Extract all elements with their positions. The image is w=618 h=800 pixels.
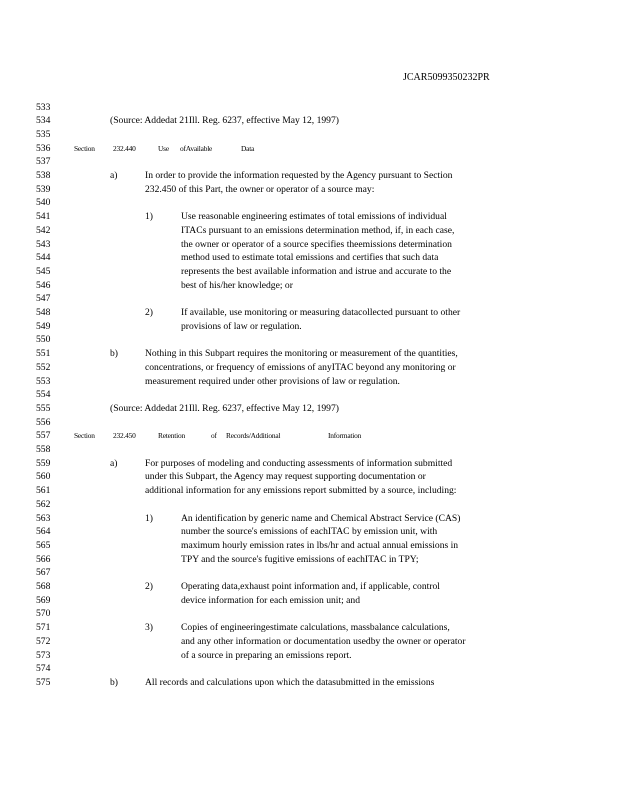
document-line (0, 607, 618, 621)
document-line (0, 155, 618, 169)
line-text: In order to provide the information requested by the Agency pursuant to Section (145, 170, 453, 181)
line-number: 570 (36, 608, 51, 620)
line-text: 232.450 of this Part, the owner or operator of a source may: (145, 183, 375, 195)
line-text: b) (110, 348, 118, 360)
document-line (0, 512, 618, 526)
line-number: 573 (36, 649, 51, 661)
document-line (0, 128, 618, 142)
section-heading-text: Records/Additional (226, 431, 281, 441)
line-number: 564 (36, 526, 51, 538)
line-text: All records and calculations upon which the datasubmitted in the emissions (145, 676, 435, 688)
document-line (0, 649, 618, 663)
line-number: 545 (36, 265, 51, 277)
line-text: a) (110, 457, 118, 469)
line-number: 535 (36, 128, 51, 140)
line-number: 554 (36, 389, 51, 401)
line-number: 547 (36, 293, 51, 305)
line-number: 563 (36, 512, 51, 524)
document-line (0, 402, 618, 416)
line-number: 566 (36, 553, 51, 565)
document-line (0, 525, 618, 539)
line-number: 549 (36, 320, 51, 332)
document-line (0, 662, 618, 676)
line-text: best of his/her knowledge; or (181, 279, 293, 291)
line-number: 551 (36, 348, 51, 360)
section-heading-text: of (211, 431, 217, 441)
line-number: 574 (36, 663, 51, 675)
document-line (0, 210, 618, 224)
section-heading-text: Data (241, 143, 255, 153)
document-line (0, 375, 618, 389)
document-line (0, 553, 618, 567)
line-text: For purposes of modeling and conducting assessments of information submitted (145, 457, 453, 469)
line-number: 555 (36, 402, 51, 414)
document-line (0, 388, 618, 402)
document-line (0, 635, 618, 649)
line-text: maximum hourly emission rates in lbs/hr and actual annual emissions in (181, 539, 459, 551)
line-text: Copies of engineeringestimate calculations, massbalance calculations, (181, 622, 450, 634)
section-heading-text: Retention (158, 431, 185, 441)
document-line (0, 594, 618, 608)
line-number: 567 (36, 567, 51, 579)
section-heading-text: Section (74, 143, 95, 153)
document-line (0, 566, 618, 580)
line-text: the owner or operator of a source specifies theemissions determination (181, 238, 452, 250)
line-text: ITACs pursuant to an emissions determination method, if, in each case, (181, 224, 455, 236)
line-number: 556 (36, 416, 51, 428)
document-line (0, 498, 618, 512)
section-heading-text: Use (158, 143, 169, 153)
document-line (0, 429, 618, 443)
document-line (0, 101, 618, 115)
document-line (0, 580, 618, 594)
line-number: 546 (36, 279, 51, 291)
document-line (0, 265, 618, 279)
document-line (0, 251, 618, 265)
line-text: method used to estimate total emissions and certifies that such data (181, 252, 439, 264)
document-line (0, 470, 618, 484)
line-number: 561 (36, 485, 51, 497)
document-line (0, 183, 618, 197)
line-text: 1) (145, 512, 153, 524)
document-line (0, 292, 618, 306)
line-number: 565 (36, 539, 51, 551)
line-text: 3) (145, 622, 153, 634)
line-text: and any other information or documentation usedby the owner or operator (181, 635, 466, 647)
document-line (0, 347, 618, 361)
line-number: 533 (36, 101, 51, 113)
line-text: represents the best available information and istrue and accurate to the (181, 265, 452, 277)
document-line (0, 114, 618, 128)
document-line (0, 457, 618, 471)
document-line (0, 676, 618, 690)
section-heading-text: 232.450 (113, 431, 136, 441)
line-text: additional information for any emissions report submitted by a source, including: (145, 485, 457, 497)
line-number: 537 (36, 156, 51, 168)
line-text: 1) (145, 211, 153, 223)
line-text: of a source in preparing an emissions report. (181, 649, 352, 661)
line-text: If available, use monitoring or measuring datacollected pursuant to other (181, 307, 461, 318)
line-text: number the source's emissions of eachITAC by emission unit, with (181, 526, 438, 538)
line-text: (Source: Addedat 21Ill. Reg. 6237, effective May 12, 1997) (110, 115, 339, 127)
line-number: 562 (36, 498, 51, 510)
line-text: Nothing in this Subpart requires the monitoring or measurement of the quantities, (145, 348, 458, 360)
line-text: TPY and the source's fugitive emissions of eachITAC in TPY; (181, 553, 419, 565)
line-text: 2) (145, 307, 153, 318)
line-text: Use reasonable engineering estimates of total emissions of individual (181, 211, 447, 223)
line-text: provisions of law or regulation. (181, 320, 302, 332)
section-heading-text: Information (328, 431, 362, 441)
document-line (0, 333, 618, 347)
line-text: device information for each emission unit; and (181, 594, 361, 606)
line-text: An identification by generic name and Chemical Abstract Service (CAS) (181, 512, 461, 524)
document-line (0, 361, 618, 375)
line-text: 2) (145, 581, 153, 592)
line-number: 572 (36, 635, 51, 647)
line-number: 557 (36, 430, 51, 442)
document-line (0, 196, 618, 210)
line-number: 541 (36, 211, 51, 223)
line-number: 552 (36, 361, 51, 373)
line-number: 538 (36, 170, 51, 181)
document-line (0, 238, 618, 252)
line-number: 540 (36, 197, 51, 209)
line-number: 548 (36, 307, 51, 318)
line-text: b) (110, 676, 118, 688)
document-line (0, 539, 618, 553)
line-text: under this Subpart, the Agency may request supporting documentation or (145, 471, 426, 483)
document-line (0, 169, 618, 183)
line-number: 536 (36, 142, 51, 154)
line-number: 534 (36, 115, 51, 127)
line-number: 571 (36, 622, 51, 634)
line-number: 560 (36, 471, 51, 483)
line-number: 543 (36, 238, 51, 250)
line-text: (Source: Addedat 21Ill. Reg. 6237, effective May 12, 1997) (110, 402, 339, 414)
line-number: 575 (36, 676, 51, 688)
document-line (0, 224, 618, 238)
section-heading-text: ofAvailable (180, 143, 213, 153)
section-heading-text: Section (74, 431, 95, 441)
line-number: 559 (36, 457, 51, 469)
line-number: 550 (36, 334, 51, 346)
line-text: measurement required under other provisions of law or regulation. (145, 375, 400, 387)
document-line (0, 484, 618, 498)
document-line (0, 416, 618, 430)
document-line (0, 142, 618, 156)
document-line (0, 279, 618, 293)
line-text: concentrations, or frequency of emissions of anyITAC beyond any monitoring or (145, 361, 456, 373)
document-line (0, 443, 618, 457)
line-number: 553 (36, 375, 51, 387)
line-number: 544 (36, 252, 51, 264)
document-line (0, 306, 618, 320)
line-number: 542 (36, 224, 51, 236)
line-number: 558 (36, 444, 51, 455)
document-line (0, 320, 618, 334)
line-text: a) (110, 170, 118, 181)
document-id-header: JCAR5099350232PR (403, 72, 490, 83)
section-heading-text: 232.440 (113, 143, 136, 153)
line-number: 539 (36, 183, 51, 195)
line-number: 568 (36, 581, 51, 592)
document-line (0, 621, 618, 635)
line-text: Operating data,exhaust point information and, if applicable, control (181, 581, 440, 592)
line-number: 569 (36, 594, 51, 606)
